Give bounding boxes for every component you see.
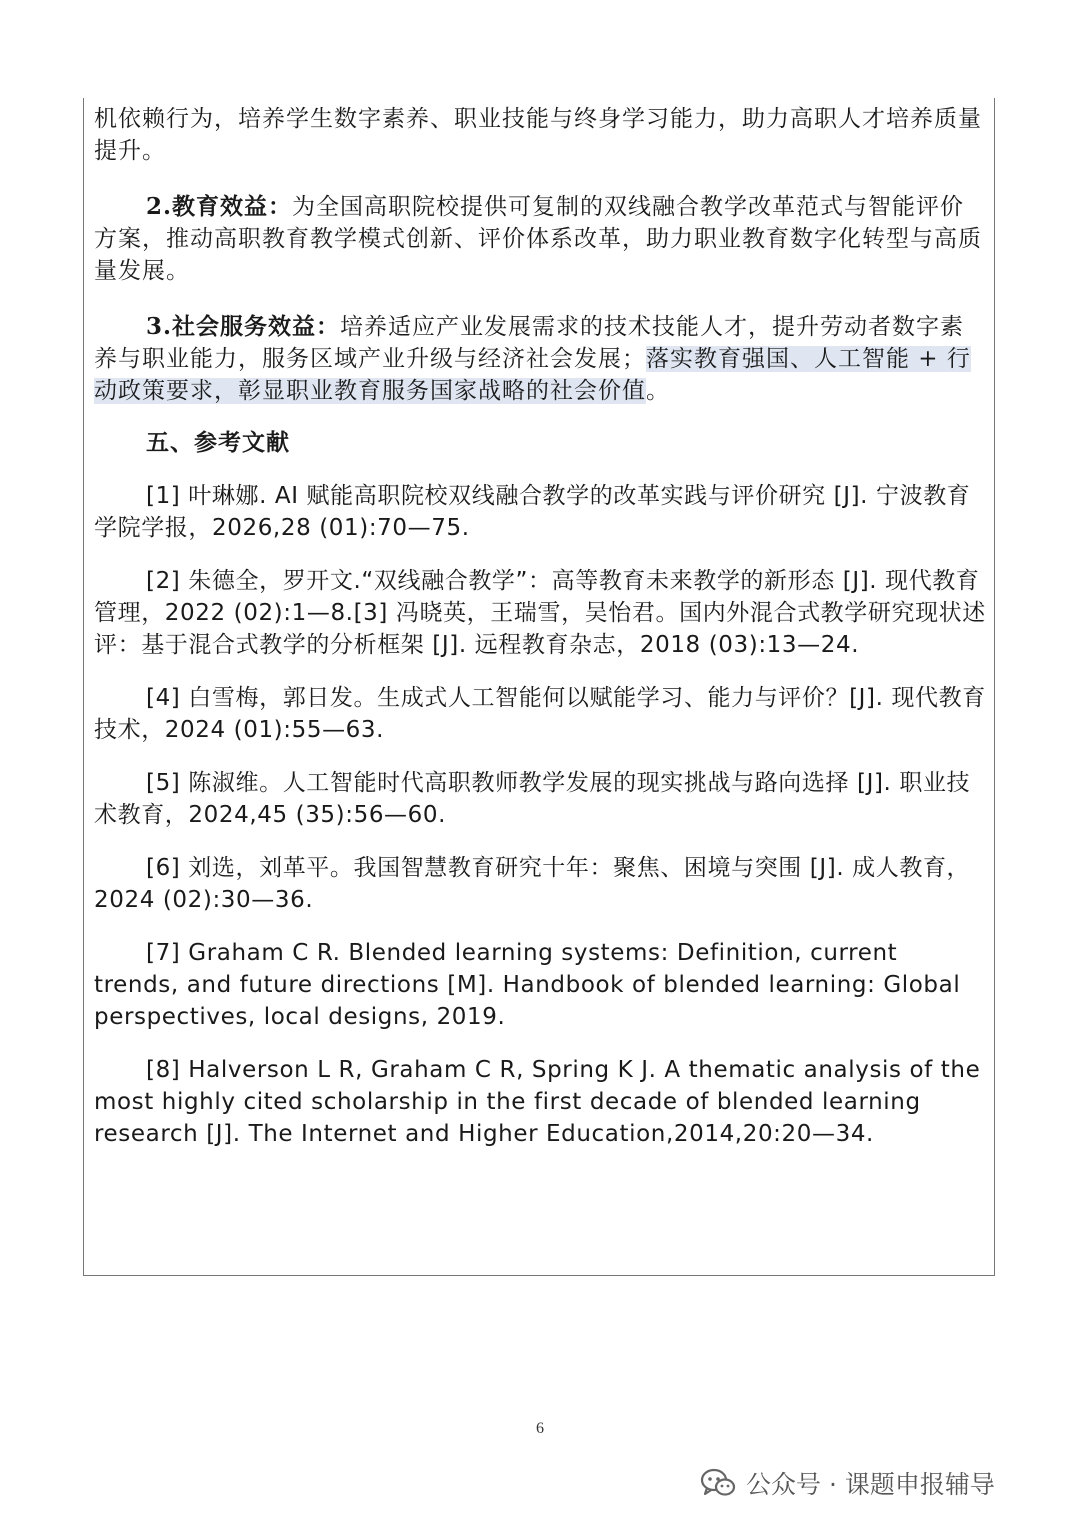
paragraph-social-benefit	[94, 311, 986, 407]
section-heading: 五、参考文献	[146, 429, 290, 456]
highlighted-text: 落实教育强国、人工智能 + 行动政策要求，彰显职业教育服务国家战略的社会价值	[94, 346, 971, 404]
social-benefit-end: 。	[646, 378, 670, 404]
education-benefit-label: 2.教育效益：	[146, 193, 293, 220]
education-benefit-text: 为全国高职院校提供可复制的双线融合教学改革范式与智能评价方案，推动高职教育教学模式创新、评价体系改革，助力职业教育数字化转型与高质量发展。	[94, 194, 982, 284]
reference-item: [2] 朱德全，罗开文.“双线融合教学”：高等教育未来教学的新形态 [J]. 现代教育管理，2022 (02):1—8.[3] 冯晓英，王瑞雪，吴怡君。国内外混合式教学研究现状述评：基于混合式教学的分析框架 [J]. 远程教育杂志，2018 (03):13—24.	[94, 568, 986, 658]
reference-item: [8] Halverson L R, Graham C R, Spring K J. A thematic analysis of the most highly cited scholarship in the first decade of blended learning research [J]. The Internet and Higher Education,2014,20:20—34.	[94, 1057, 981, 1147]
watermark-text: 公众号 · 课题申报辅导	[746, 1470, 995, 1499]
wechat-icon	[700, 1467, 736, 1499]
reference-item: [7] Graham C R. Blended learning systems: Definition, current trends, and future directions [M]. Handbook of blended learning: Global perspectives, local designs, 2019.	[94, 940, 961, 1030]
watermark	[700, 1465, 995, 1501]
social-benefit-label: 3.社会服务效益：	[146, 313, 341, 340]
paragraph-continued: 机依赖行为，培养学生数字素养、职业技能与终身学习能力，助力高职人才培养质量提升。	[94, 106, 982, 164]
social-benefit-text: 培养适应产业发展需求的技术技能人才，提升劳动者数字素养与职业能力，服务区域产业升级与经济社会发展；	[94, 314, 965, 372]
reference-list	[94, 480, 986, 1150]
reference-item: [1] 叶琳娜. AI 赋能高职院校双线融合教学的改革实践与评价研究 [J]. 宁波教育学院学报，2026,28 (01):70—75.	[94, 483, 971, 541]
paragraph-education-benefit	[94, 191, 986, 287]
page-number: 6	[536, 1420, 544, 1437]
document-body	[94, 103, 986, 1150]
reference-item: [5] 陈淑维。人工智能时代高职教师教学发展的现实挑战与路向选择 [J]. 职业技术教育，2024,45 (35):56—60.	[94, 770, 971, 828]
reference-item: [6] 刘选，刘革平。我国智慧教育研究十年：聚焦、困境与突围 [J]. 成人教育，2024 (02):30—36.	[94, 855, 971, 913]
reference-item: [4] 白雪梅，郭日发。生成式人工智能何以赋能学习、能力与评价？[J]. 现代教育技术，2024 (01):55—63.	[94, 685, 986, 743]
